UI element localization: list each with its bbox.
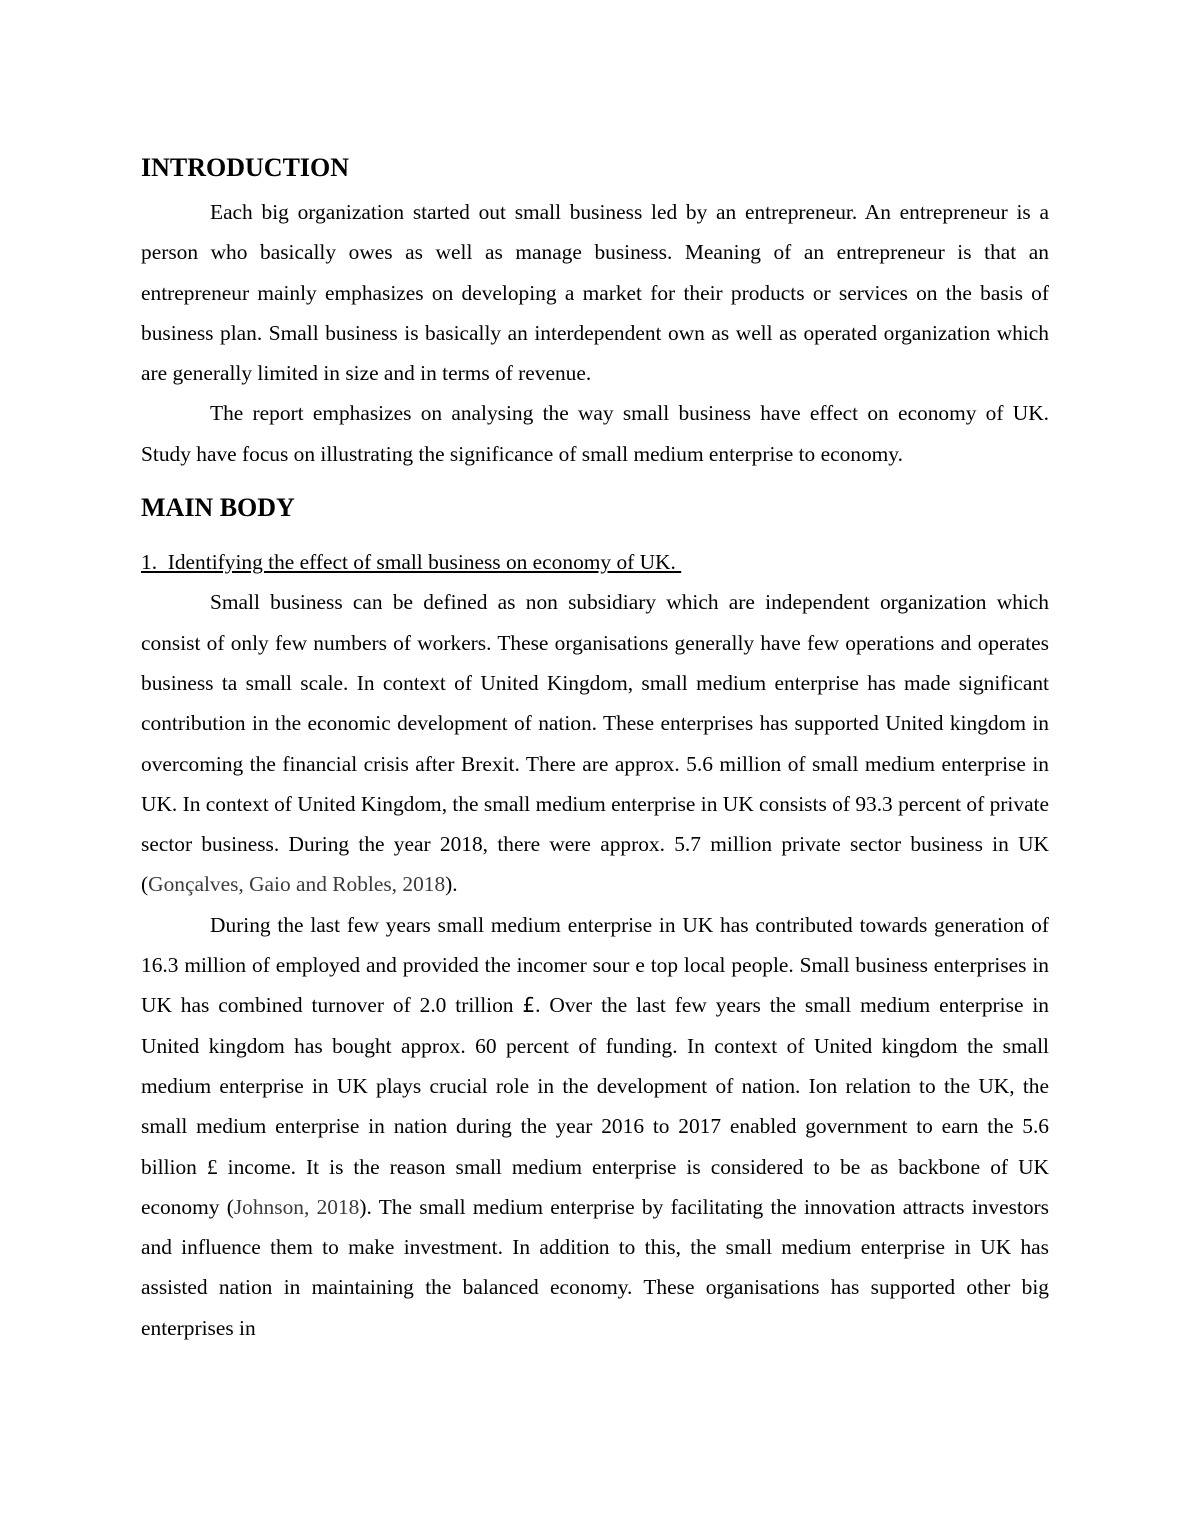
main-body-paragraph-1 [141, 582, 1049, 904]
paragraph-1-end: ). [445, 872, 458, 897]
paragraph-1-text: Small business can be defined as non subsidiary which are independent organization which consist of only few numbers of workers. These organisations generally have few operations and operates business ta small scale. In context of United Kingdom, small medium enterprise has made significant contribution in the economic development of nation. These enterprises has supported United kingdom in overcoming the financial crisis after Brexit. There are approx. 5.6 million of small medium enterprise in UK. In context of United Kingdom, the small medium enterprise in UK consists of 93.3 percent of private sector business. During the year 2018, there were approx. 5.7 million private sector business in UK ( [141, 590, 1049, 897]
document-page [141, 148, 1049, 1348]
introduction-heading: INTRODUCTION [141, 153, 350, 182]
section-1-subheading: 1. Identifying the effect of small business on economy of UK. [141, 550, 682, 575]
paragraph-2-text-a: During the last few years small medium enterprise in UK has contributed towards generation of 16.3 million of employed and provided the incomer sour e top local people. Small business enterprises in UK has combined turnover of 2.0 trillion [141, 912, 1049, 1018]
citation-johnson: Johnson, 2018 [233, 1194, 360, 1219]
main-body-heading: MAIN BODY [141, 493, 295, 523]
introduction-paragraph-2: The report emphasizes on analysing the way small business have effect on economy of UK. Study have focus on illustrating the significance of small medium enterprise to economy. [141, 401, 1049, 466]
paragraph-2-text-c: ). The small medium enterprise by facilitating the innovation attracts investors and influence them to make investment. In addition to this, the small medium enterprise in UK has assisted nation in maintaining the balanced economy. These organisations has supported other big enterprises in [141, 1194, 1050, 1340]
main-body-paragraph-2 [141, 905, 1049, 1348]
citation-goncalves: Gonçalves, Gaio and Robles, 2018 [148, 872, 446, 897]
introduction-paragraph-1: Each big organization started out small business led by an entrepreneur. An entrepreneur is a person who basically owes as well as manage business. Meaning of an entrepreneur is that an entrepreneur mainly emphasizes on developing a market for their products or services on the basis of business plan. Small business is basically an interdependent own as well as operated organization which are generally limited in size and in terms of revenue. [141, 200, 1049, 386]
pound-sign: £ [522, 993, 536, 1018]
paragraph-2-text-b: . Over the last few years the small medium enterprise in United kingdom has bought approx. 60 percent of funding. In context of United kingdom the small medium enterprise in UK plays crucial role in the development of nation. Ion relation to the UK, the small medium enterprise in nation during the year 2016 to 2017 enabled government to earn the 5.6 billion £ income. It is the reason small medium enterprise is considered to be as backbone of UK economy ( [141, 993, 1049, 1219]
